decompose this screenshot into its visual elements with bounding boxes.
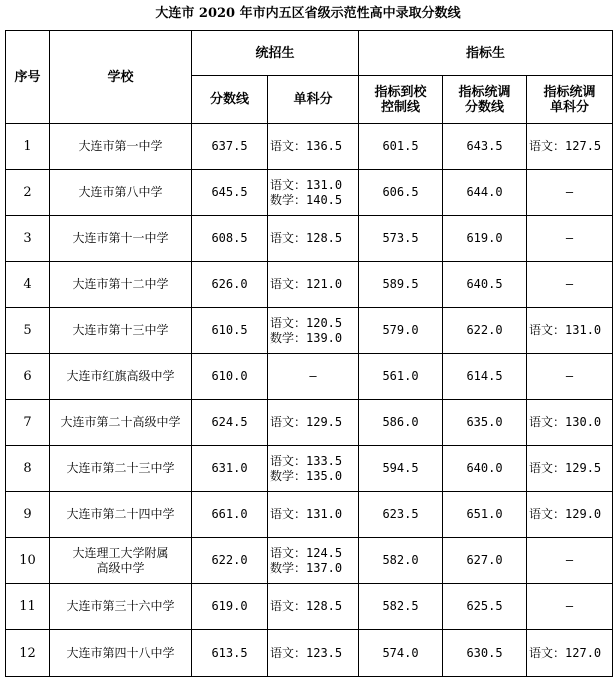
row-school: 大连市第二十四中学 bbox=[50, 492, 192, 538]
row-score-line: 661.0 bbox=[192, 492, 268, 538]
row-quota-control-line: 594.5 bbox=[359, 446, 443, 492]
row-quota-control-line: 601.5 bbox=[359, 124, 443, 170]
table-row bbox=[6, 170, 613, 216]
row-score-line: 624.5 bbox=[192, 400, 268, 446]
header-score-line: 分数线 bbox=[192, 76, 268, 124]
table-body bbox=[6, 124, 613, 677]
row-seq: 3 bbox=[6, 216, 50, 262]
header-row-group bbox=[6, 31, 613, 76]
row-quota-adjust-score: 619.0 bbox=[443, 216, 527, 262]
table-row bbox=[6, 630, 613, 677]
row-seq: 9 bbox=[6, 492, 50, 538]
row-single-subject: 语文：131.0 bbox=[268, 492, 359, 538]
header-quota: 指标生 bbox=[359, 31, 613, 76]
row-school: 大连理工大学附属 高级中学 bbox=[50, 538, 192, 584]
row-score-line: 645.5 bbox=[192, 170, 268, 216]
row-quota-control-line: 582.0 bbox=[359, 538, 443, 584]
row-single-subject: 语文：124.5 数学：137.0 bbox=[268, 538, 359, 584]
row-quota-adjust-single: — bbox=[527, 170, 613, 216]
row-school: 大连市红旗高级中学 bbox=[50, 354, 192, 400]
row-school: 大连市第十一中学 bbox=[50, 216, 192, 262]
row-single-subject: 语文：121.0 bbox=[268, 262, 359, 308]
table-row bbox=[6, 354, 613, 400]
row-quota-adjust-score: 644.0 bbox=[443, 170, 527, 216]
table-row bbox=[6, 538, 613, 584]
row-quota-adjust-single: 语文：130.0 bbox=[527, 400, 613, 446]
row-quota-adjust-single: — bbox=[527, 354, 613, 400]
row-school: 大连市第三十六中学 bbox=[50, 584, 192, 630]
row-quota-adjust-score: 651.0 bbox=[443, 492, 527, 538]
row-seq: 1 bbox=[6, 124, 50, 170]
row-quota-adjust-single: 语文：131.0 bbox=[527, 308, 613, 354]
row-quota-control-line: 561.0 bbox=[359, 354, 443, 400]
row-quota-control-line: 606.5 bbox=[359, 170, 443, 216]
row-single-subject: 语文：128.5 bbox=[268, 584, 359, 630]
row-score-line: 626.0 bbox=[192, 262, 268, 308]
row-single-subject: 语文：133.5 数学：135.0 bbox=[268, 446, 359, 492]
row-single-subject: 语文：129.5 bbox=[268, 400, 359, 446]
row-quota-control-line: 589.5 bbox=[359, 262, 443, 308]
header-quota-adjust-single: 指标统调 单科分 bbox=[527, 76, 613, 124]
row-quota-adjust-single: 语文：127.0 bbox=[527, 630, 613, 677]
row-quota-control-line: 623.5 bbox=[359, 492, 443, 538]
row-quota-adjust-single: — bbox=[527, 216, 613, 262]
table-row bbox=[6, 492, 613, 538]
row-single-subject: — bbox=[268, 354, 359, 400]
table-row bbox=[6, 400, 613, 446]
row-quota-adjust-single: — bbox=[527, 538, 613, 584]
row-quota-adjust-score: 640.0 bbox=[443, 446, 527, 492]
row-quota-adjust-score: 635.0 bbox=[443, 400, 527, 446]
row-quota-adjust-score: 640.5 bbox=[443, 262, 527, 308]
row-quota-adjust-single: 语文：129.5 bbox=[527, 446, 613, 492]
header-quota-adjust-score: 指标统调 分数线 bbox=[443, 76, 527, 124]
table-row bbox=[6, 308, 613, 354]
row-score-line: 610.5 bbox=[192, 308, 268, 354]
page-title: 大连市 2020 年市内五区省级示范性高中录取分数线 bbox=[155, 6, 461, 21]
row-seq: 6 bbox=[6, 354, 50, 400]
row-school: 大连市第八中学 bbox=[50, 170, 192, 216]
row-single-subject: 语文：131.0 数学：140.5 bbox=[268, 170, 359, 216]
row-quota-control-line: 586.0 bbox=[359, 400, 443, 446]
row-seq: 4 bbox=[6, 262, 50, 308]
row-quota-adjust-single: 语文：127.5 bbox=[527, 124, 613, 170]
row-seq: 7 bbox=[6, 400, 50, 446]
row-seq: 8 bbox=[6, 446, 50, 492]
row-quota-adjust-single: 语文：129.0 bbox=[527, 492, 613, 538]
header-quota-control-line: 指标到校 控制线 bbox=[359, 76, 443, 124]
row-seq: 12 bbox=[6, 630, 50, 677]
row-single-subject: 语文：136.5 bbox=[268, 124, 359, 170]
row-quota-adjust-score: 625.5 bbox=[443, 584, 527, 630]
row-score-line: 619.0 bbox=[192, 584, 268, 630]
row-seq: 10 bbox=[6, 538, 50, 584]
row-score-line: 631.0 bbox=[192, 446, 268, 492]
row-quota-adjust-score: 627.0 bbox=[443, 538, 527, 584]
header-seq: 序号 bbox=[6, 31, 50, 124]
row-seq: 5 bbox=[6, 308, 50, 354]
header-school: 学校 bbox=[50, 31, 192, 124]
row-quota-control-line: 579.0 bbox=[359, 308, 443, 354]
row-quota-adjust-score: 643.5 bbox=[443, 124, 527, 170]
row-quota-adjust-score: 630.5 bbox=[443, 630, 527, 677]
table-row bbox=[6, 446, 613, 492]
row-seq: 2 bbox=[6, 170, 50, 216]
row-score-line: 608.5 bbox=[192, 216, 268, 262]
header-unified: 统招生 bbox=[192, 31, 359, 76]
table-row bbox=[6, 584, 613, 630]
row-quota-control-line: 582.5 bbox=[359, 584, 443, 630]
row-quota-control-line: 574.0 bbox=[359, 630, 443, 677]
row-quota-adjust-score: 614.5 bbox=[443, 354, 527, 400]
row-school: 大连市第四十八中学 bbox=[50, 630, 192, 677]
row-seq: 11 bbox=[6, 584, 50, 630]
table-row bbox=[6, 216, 613, 262]
row-single-subject: 语文：120.5 数学：139.0 bbox=[268, 308, 359, 354]
row-school: 大连市第二十三中学 bbox=[50, 446, 192, 492]
row-score-line: 613.5 bbox=[192, 630, 268, 677]
table-row bbox=[6, 262, 613, 308]
row-score-line: 622.0 bbox=[192, 538, 268, 584]
row-school: 大连市第二十高级中学 bbox=[50, 400, 192, 446]
table-row bbox=[6, 124, 613, 170]
row-score-line: 637.5 bbox=[192, 124, 268, 170]
row-school: 大连市第一中学 bbox=[50, 124, 192, 170]
row-score-line: 610.0 bbox=[192, 354, 268, 400]
header-single-subject: 单科分 bbox=[268, 76, 359, 124]
row-school: 大连市第十三中学 bbox=[50, 308, 192, 354]
row-single-subject: 语文：128.5 bbox=[268, 216, 359, 262]
row-school: 大连市第十二中学 bbox=[50, 262, 192, 308]
row-single-subject: 语文：123.5 bbox=[268, 630, 359, 677]
admission-score-table bbox=[5, 30, 613, 677]
row-quota-adjust-score: 622.0 bbox=[443, 308, 527, 354]
row-quota-adjust-single: — bbox=[527, 584, 613, 630]
row-quota-adjust-single: — bbox=[527, 262, 613, 308]
row-quota-control-line: 573.5 bbox=[359, 216, 443, 262]
